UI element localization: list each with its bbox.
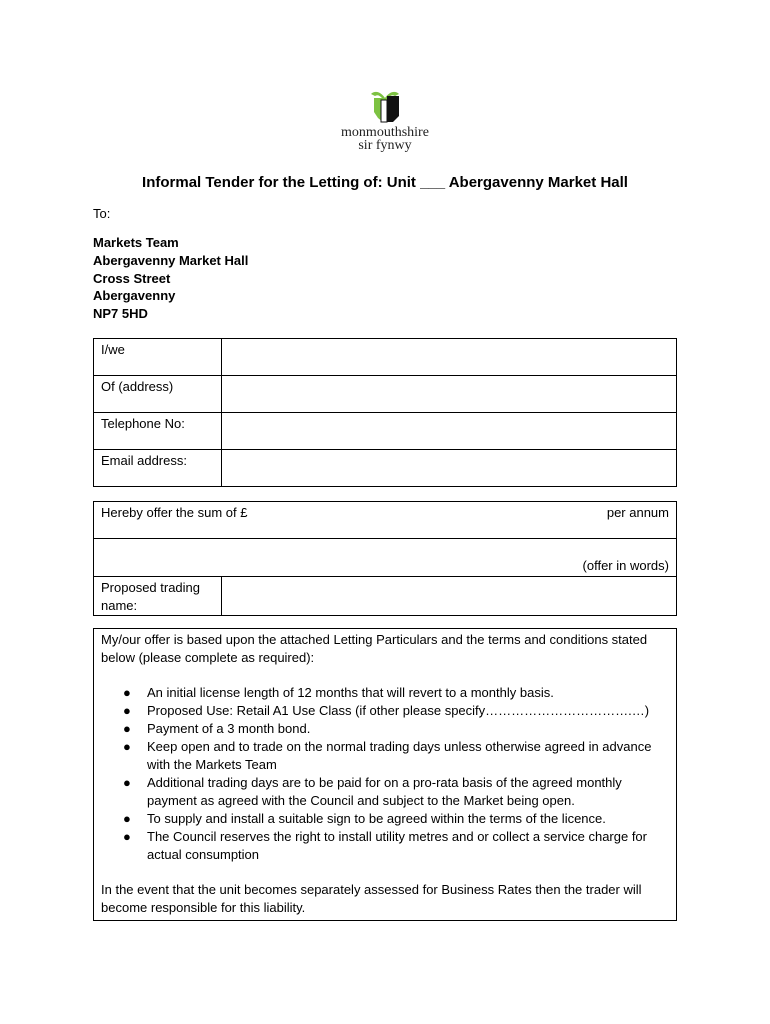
list-item — [123, 810, 669, 828]
to-label: To: — [93, 206, 111, 221]
iwe-label: I/we — [94, 339, 222, 376]
list-item — [123, 828, 669, 864]
email-field[interactable] — [222, 450, 677, 487]
offer-table — [93, 501, 677, 616]
bullet-icon: ● — [123, 685, 131, 700]
telephone-field[interactable] — [222, 413, 677, 450]
trading-name-label: Proposed trading name: — [94, 577, 222, 616]
list-item-text: Keep open and to trade on the normal trading days unless otherwise agreed in advance with the Markets Team — [147, 739, 652, 772]
logo-text-english: monmouthshire — [341, 125, 429, 140]
address-line: Markets Team — [93, 235, 179, 250]
applicant-details-table — [93, 338, 677, 487]
offer-words-label: (offer in words) — [582, 558, 669, 573]
list-item-text: Additional trading days are to be paid for on a pro-rata basis of the agreed monthly payment as agreed with the Council and subject to the Market being open. — [147, 775, 622, 808]
trading-name-field[interactable] — [222, 577, 677, 616]
terms-intro: My/our offer is based upon the attached Letting Particulars and the terms and conditions stated below (please complete as required): — [101, 632, 648, 665]
document-title: Informal Tender for the Letting of: Unit ___ Abergavenny Market Hall — [142, 174, 628, 191]
bullet-icon: ● — [123, 739, 131, 754]
bullet-icon: ● — [123, 829, 131, 844]
list-item — [123, 702, 669, 720]
table-row — [94, 339, 677, 376]
list-item — [123, 774, 669, 810]
terms-list — [101, 684, 669, 864]
address-line: Cross Street — [93, 270, 171, 286]
table-row — [94, 450, 677, 487]
business-rates-note: In the event that the unit becomes separately assessed for Business Rates then the trader will become responsible for this liability. — [101, 882, 642, 915]
list-item-text: Proposed Use: Retail A1 Use Class (if other please specify…………………………….…) — [147, 703, 650, 718]
address-label: Of (address) — [94, 376, 222, 413]
address-line: Abergavenny Market Hall — [93, 252, 249, 268]
bullet-icon: ● — [123, 703, 131, 718]
email-label: Email address: — [94, 450, 222, 487]
table-row — [94, 577, 677, 616]
table-row — [94, 502, 677, 539]
table-row — [94, 413, 677, 450]
telephone-label: Telephone No: — [94, 413, 222, 450]
list-item-text: Payment of a 3 month bond. — [147, 721, 311, 736]
bullet-icon: ● — [123, 811, 131, 826]
table-row — [94, 539, 677, 577]
iwe-field[interactable] — [222, 339, 677, 376]
per-annum-label: per annum — [606, 505, 669, 520]
address-field[interactable] — [222, 376, 677, 413]
offer-words-field[interactable] — [94, 539, 677, 577]
list-item-text: An initial license length of 12 months that will revert to a monthly basis. — [147, 685, 554, 700]
list-item — [123, 738, 669, 774]
offer-sum-label: Hereby offer the sum of £ — [101, 505, 248, 520]
bullet-icon: ● — [123, 721, 131, 736]
recipient-address — [93, 234, 248, 323]
logo-text-welsh: sir fynwy — [358, 138, 412, 153]
list-item — [123, 684, 669, 702]
bullet-icon: ● — [123, 775, 131, 790]
list-item-text: The Council reserves the right to install utility metres and or collect a service charge for actual consumption — [147, 829, 647, 862]
offer-sum-field[interactable] — [94, 502, 677, 539]
monmouthshire-crest-icon — [365, 88, 405, 126]
table-row — [94, 376, 677, 413]
list-item-text: To supply and install a suitable sign to be agreed within the terms of the licence. — [147, 811, 606, 826]
terms-box — [93, 628, 677, 921]
address-line: NP7 5HD — [93, 306, 148, 322]
council-logo — [330, 88, 440, 152]
address-line: Abergavenny — [93, 288, 176, 304]
list-item — [123, 720, 669, 738]
